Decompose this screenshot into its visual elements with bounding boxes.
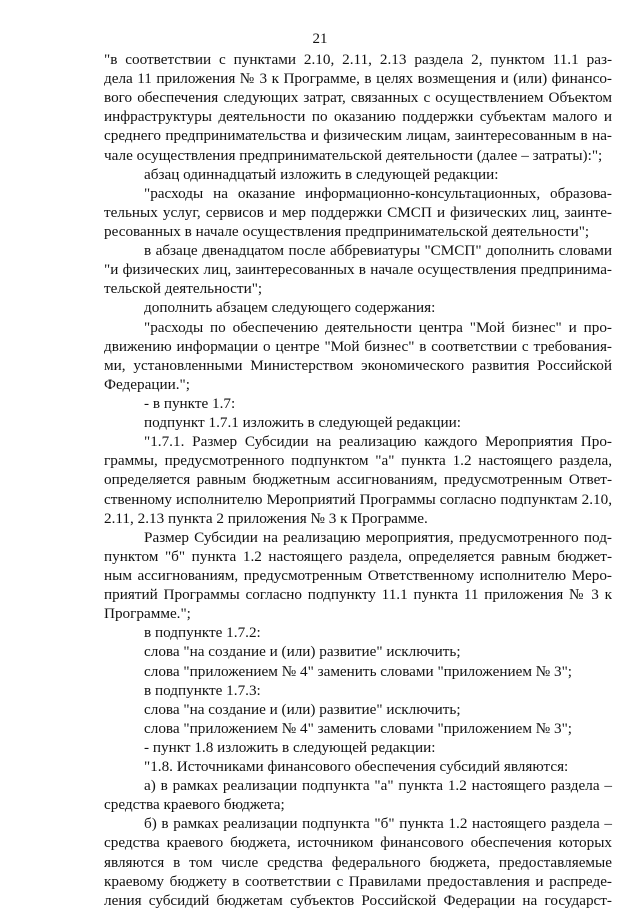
text-line: ресованных в начале осуществления предпринимательской деятельности";	[104, 222, 590, 240]
text-line: приятий Программы согласно подпункту 11.1 пункта 11 приложения № 3 к	[104, 586, 612, 604]
text-line: слова "приложением № 4" заменить словами "приложением № 3";	[144, 662, 573, 680]
text-line: ным ассигнованиям, предусмотренным Ответственному исполнителю Меро-	[104, 566, 612, 584]
text-line: пунктом "б" пункта 1.2 настоящего раздела, определяется равным бюджет-	[104, 547, 612, 565]
text-line: слова "на создание и (или) развитие" исключить;	[144, 700, 461, 718]
text-line: "в соответствии с пунктами 2.10, 2.11, 2.13 раздела 2, пунктом 11.1 раз-	[104, 51, 612, 68]
text-line: движению информации о центре "Мой бизнес" в соответствии с требования-	[104, 337, 612, 355]
text-line: в подпункте 1.7.3:	[144, 681, 261, 699]
text-line: являются в том числе средства федерального бюджета, предоставляемые	[104, 853, 612, 871]
text-line: тельской деятельности";	[104, 280, 263, 298]
text-line: слова "на создание и (или) развитие" исключить;	[144, 643, 461, 661]
text-line: подпункт 1.7.1 изложить в следующей редакции:	[144, 414, 461, 432]
text-line: Федерации.";	[104, 375, 190, 393]
text-line: вого обеспечения следующих затрат, связанных с осуществлением Объектом	[104, 89, 612, 107]
page-number: 21	[312, 31, 328, 47]
text-line: ления субсидий бюджетам субъектов Российской Федерации на государст-	[104, 891, 612, 909]
text-line: определяется равным бюджетным ассигнованиям, предусмотренным Ответ-	[104, 471, 612, 489]
text-line: "и физических лиц, заинтересованных в начале осуществления предпринима-	[104, 261, 612, 279]
text-line: дела 11 приложения № 3 к Программе, в целях возмещения и (или) финансо-	[104, 70, 612, 88]
text-line: чале осуществления предпринимательской деятельности (далее – затраты):";	[104, 146, 603, 164]
text-line: а) в рамках реализации подпункта "а" пункта 1.2 настоящего раздела –	[144, 777, 612, 795]
text-line: слова "приложением № 4" заменить словами "приложением № 3";	[144, 719, 573, 737]
text-line: граммы, предусмотренного подпунктом "а" пункта 1.2 настоящего раздела,	[104, 452, 612, 470]
text-line: ми, установленными Министерством экономического развития Российской	[104, 356, 612, 374]
text-line: средства краевого бюджета, источником финансового обеспечения которых	[104, 834, 612, 852]
text-line: Программе.";	[104, 605, 191, 623]
text-line: краевому бюджету в соответствии с Правилами предоставления и распреде-	[104, 872, 612, 890]
text-line: абзац одиннадцатый изложить в следующей редакции:	[144, 165, 499, 183]
text-line: 2.11, 2.13 пункта 2 приложения № 3 к Программе.	[104, 509, 428, 527]
text-line: средства краевого бюджета;	[104, 796, 285, 814]
text-line: "расходы на оказание информационно-консультационных, образова-	[144, 184, 612, 202]
text-line: тельных услуг, сервисов и мер поддержки СМСП и физических лиц, заинте-	[104, 203, 612, 221]
text-line: ственному исполнителю Мероприятий Программы согласно подпунктам 2.10,	[104, 490, 612, 508]
text-line: Размер Субсидии на реализацию мероприятия, предусмотренного под-	[144, 528, 612, 546]
text-line: дополнить абзацем следующего содержания:	[144, 299, 436, 317]
text-line: "1.7.1. Размер Субсидии на реализацию каждого Мероприятия Про-	[144, 433, 612, 451]
text-line: "расходы по обеспечению деятельности центра "Мой бизнес" и про-	[144, 318, 612, 336]
text-line: б) в рамках реализации подпункта "б" пункта 1.2 настоящего раздела –	[144, 815, 612, 833]
document-body	[104, 50, 612, 910]
text-line: - в пункте 1.7:	[144, 394, 236, 412]
text-line: в подпункте 1.7.2:	[144, 624, 261, 642]
text-line: инфраструктуры деятельности по оказанию поддержки субъектам малого и	[104, 108, 612, 126]
text-line: "1.8. Источниками финансового обеспечения субсидий являются:	[144, 758, 569, 776]
text-line: в абзаце двенадцатом после аббревиатуры "СМСП" дополнить словами	[144, 242, 612, 260]
text-line: среднего предпринимательства и физическим лицам, заинтересованным в на-	[104, 127, 612, 145]
text-line: - пункт 1.8 изложить в следующей редакции:	[144, 738, 436, 756]
